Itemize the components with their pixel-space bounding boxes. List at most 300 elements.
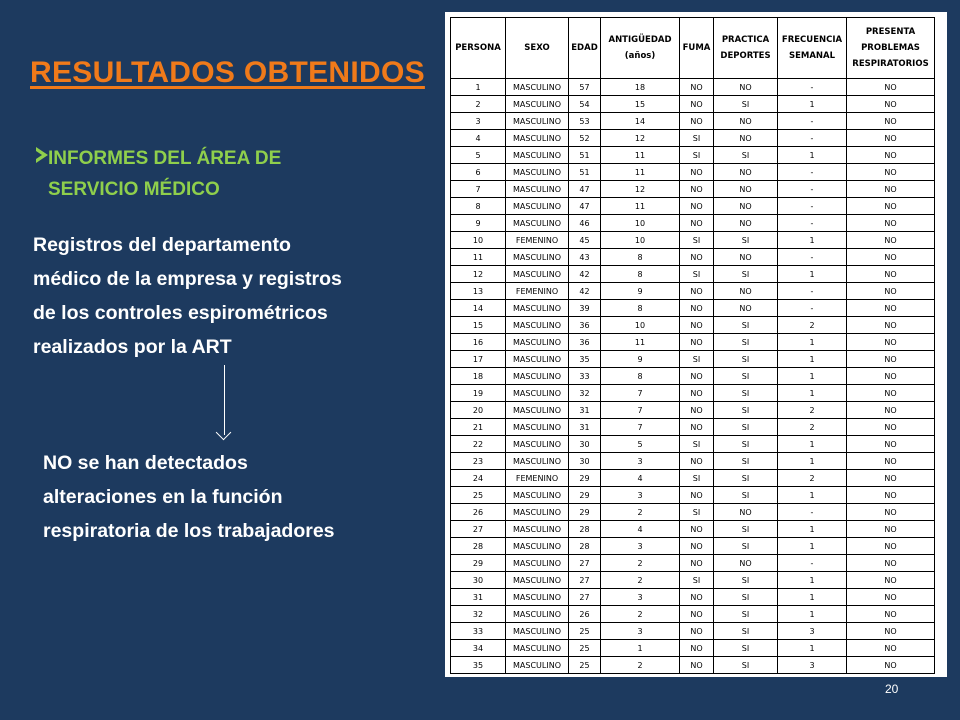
cell-practica-deportes: NO: [714, 555, 778, 572]
cell-sexo: MASCULINO: [506, 402, 569, 419]
cell-sexo: MASCULINO: [506, 623, 569, 640]
cell-frecuencia-semanal: 1: [778, 351, 847, 368]
cell-fuma: NO: [680, 657, 714, 674]
table-row: [451, 113, 935, 130]
cell-persona: 33: [451, 623, 506, 640]
cell-sexo: MASCULINO: [506, 589, 569, 606]
table-row: [451, 130, 935, 147]
cell-sexo: MASCULINO: [506, 368, 569, 385]
cell-problemas-respiratorios: NO: [847, 215, 935, 232]
cell-fuma: SI: [680, 351, 714, 368]
table-row: [451, 572, 935, 589]
cell-persona: 21: [451, 419, 506, 436]
table-row: [451, 283, 935, 300]
cell-practica-deportes: SI: [714, 232, 778, 249]
cell-problemas-respiratorios: NO: [847, 96, 935, 113]
cell-sexo: MASCULINO: [506, 147, 569, 164]
cell-edad: 46: [569, 215, 601, 232]
cell-antiguedad: 3: [601, 453, 680, 470]
cell-problemas-respiratorios: NO: [847, 555, 935, 572]
cell-edad: 28: [569, 521, 601, 538]
cell-fuma: NO: [680, 589, 714, 606]
cell-practica-deportes: SI: [714, 351, 778, 368]
table-row: [451, 453, 935, 470]
cell-practica-deportes: SI: [714, 623, 778, 640]
cell-fuma: NO: [680, 640, 714, 657]
cell-fuma: NO: [680, 334, 714, 351]
table-row: [451, 555, 935, 572]
conclusion-line: alteraciones en la función: [43, 486, 283, 508]
cell-antiguedad: 7: [601, 385, 680, 402]
cell-frecuencia-semanal: 2: [778, 402, 847, 419]
cell-antiguedad: 15: [601, 96, 680, 113]
cell-practica-deportes: SI: [714, 317, 778, 334]
cell-antiguedad: 8: [601, 300, 680, 317]
cell-sexo: MASCULINO: [506, 351, 569, 368]
cell-sexo: MASCULINO: [506, 640, 569, 657]
cell-frecuencia-semanal: -: [778, 249, 847, 266]
cell-sexo: MASCULINO: [506, 79, 569, 96]
header-edad: EDAD: [569, 18, 601, 79]
cell-problemas-respiratorios: NO: [847, 521, 935, 538]
cell-edad: 25: [569, 657, 601, 674]
cell-sexo: MASCULINO: [506, 181, 569, 198]
cell-edad: 42: [569, 283, 601, 300]
cell-edad: 30: [569, 436, 601, 453]
cell-frecuencia-semanal: 1: [778, 453, 847, 470]
cell-persona: 3: [451, 113, 506, 130]
cell-problemas-respiratorios: NO: [847, 351, 935, 368]
cell-fuma: NO: [680, 79, 714, 96]
cell-frecuencia-semanal: -: [778, 300, 847, 317]
cell-persona: 22: [451, 436, 506, 453]
cell-edad: 54: [569, 96, 601, 113]
table-row: [451, 589, 935, 606]
cell-antiguedad: 9: [601, 283, 680, 300]
cell-antiguedad: 12: [601, 130, 680, 147]
cell-antiguedad: 1: [601, 640, 680, 657]
records-line: Registros del departamento: [33, 234, 291, 256]
cell-practica-deportes: NO: [714, 504, 778, 521]
cell-frecuencia-semanal: 1: [778, 589, 847, 606]
cell-practica-deportes: SI: [714, 385, 778, 402]
cell-problemas-respiratorios: NO: [847, 623, 935, 640]
cell-sexo: MASCULINO: [506, 266, 569, 283]
cell-fuma: SI: [680, 266, 714, 283]
cell-persona: 12: [451, 266, 506, 283]
cell-practica-deportes: SI: [714, 368, 778, 385]
cell-persona: 15: [451, 317, 506, 334]
cell-fuma: NO: [680, 368, 714, 385]
cell-problemas-respiratorios: NO: [847, 283, 935, 300]
cell-problemas-respiratorios: NO: [847, 232, 935, 249]
cell-problemas-respiratorios: NO: [847, 79, 935, 96]
cell-fuma: NO: [680, 283, 714, 300]
cell-sexo: MASCULINO: [506, 572, 569, 589]
table-row: [451, 181, 935, 198]
cell-persona: 17: [451, 351, 506, 368]
cell-persona: 30: [451, 572, 506, 589]
cell-antiguedad: 2: [601, 504, 680, 521]
records-line: médico de la empresa y registros: [33, 268, 342, 290]
down-arrow-icon: [216, 425, 232, 441]
cell-practica-deportes: SI: [714, 640, 778, 657]
cell-frecuencia-semanal: 2: [778, 470, 847, 487]
cell-antiguedad: 3: [601, 538, 680, 555]
cell-practica-deportes: SI: [714, 402, 778, 419]
cell-practica-deportes: NO: [714, 198, 778, 215]
cell-edad: 33: [569, 368, 601, 385]
results-table-panel: [445, 12, 947, 677]
cell-edad: 45: [569, 232, 601, 249]
cell-antiguedad: 3: [601, 487, 680, 504]
cell-persona: 26: [451, 504, 506, 521]
cell-frecuencia-semanal: 1: [778, 266, 847, 283]
cell-antiguedad: 11: [601, 198, 680, 215]
cell-fuma: NO: [680, 606, 714, 623]
cell-sexo: MASCULINO: [506, 300, 569, 317]
cell-sexo: MASCULINO: [506, 113, 569, 130]
cell-practica-deportes: SI: [714, 147, 778, 164]
cell-sexo: MASCULINO: [506, 164, 569, 181]
cell-persona: 5: [451, 147, 506, 164]
cell-frecuencia-semanal: -: [778, 555, 847, 572]
cell-sexo: MASCULINO: [506, 436, 569, 453]
cell-frecuencia-semanal: 1: [778, 640, 847, 657]
cell-practica-deportes: SI: [714, 657, 778, 674]
cell-practica-deportes: NO: [714, 181, 778, 198]
bullet-text-line2: SERVICIO MÉDICO: [48, 179, 220, 200]
table-row: [451, 79, 935, 96]
cell-practica-deportes: NO: [714, 283, 778, 300]
cell-antiguedad: 2: [601, 657, 680, 674]
cell-problemas-respiratorios: NO: [847, 300, 935, 317]
cell-antiguedad: 7: [601, 419, 680, 436]
conclusion-paragraph: [43, 446, 433, 548]
cell-sexo: MASCULINO: [506, 385, 569, 402]
cell-edad: 27: [569, 589, 601, 606]
cell-frecuencia-semanal: -: [778, 215, 847, 232]
cell-edad: 28: [569, 538, 601, 555]
cell-sexo: MASCULINO: [506, 215, 569, 232]
header-problemas-respiratorios: PRESENTA PROBLEMAS RESPIRATORIOS: [847, 18, 935, 79]
cell-persona: 6: [451, 164, 506, 181]
cell-antiguedad: 8: [601, 368, 680, 385]
cell-persona: 16: [451, 334, 506, 351]
arrow-bullet-icon: [36, 147, 48, 163]
cell-frecuencia-semanal: 1: [778, 96, 847, 113]
cell-problemas-respiratorios: NO: [847, 419, 935, 436]
cell-problemas-respiratorios: NO: [847, 130, 935, 147]
cell-frecuencia-semanal: -: [778, 130, 847, 147]
conclusion-line: NO se han detectados: [43, 452, 248, 474]
cell-persona: 1: [451, 79, 506, 96]
cell-edad: 42: [569, 266, 601, 283]
cell-fuma: NO: [680, 402, 714, 419]
cell-persona: 29: [451, 555, 506, 572]
cell-problemas-respiratorios: NO: [847, 640, 935, 657]
cell-persona: 35: [451, 657, 506, 674]
cell-problemas-respiratorios: NO: [847, 334, 935, 351]
cell-persona: 25: [451, 487, 506, 504]
records-paragraph: [33, 228, 423, 364]
cell-fuma: NO: [680, 96, 714, 113]
cell-frecuencia-semanal: -: [778, 164, 847, 181]
table-row: [451, 368, 935, 385]
cell-frecuencia-semanal: -: [778, 113, 847, 130]
cell-persona: 19: [451, 385, 506, 402]
cell-edad: 32: [569, 385, 601, 402]
cell-frecuencia-semanal: 2: [778, 419, 847, 436]
cell-fuma: SI: [680, 436, 714, 453]
cell-edad: 25: [569, 640, 601, 657]
cell-practica-deportes: NO: [714, 130, 778, 147]
cell-persona: 34: [451, 640, 506, 657]
cell-edad: 47: [569, 181, 601, 198]
cell-problemas-respiratorios: NO: [847, 249, 935, 266]
cell-edad: 26: [569, 606, 601, 623]
cell-persona: 24: [451, 470, 506, 487]
cell-problemas-respiratorios: NO: [847, 198, 935, 215]
cell-edad: 31: [569, 402, 601, 419]
cell-edad: 43: [569, 249, 601, 266]
table-row: [451, 487, 935, 504]
table-row: [451, 538, 935, 555]
cell-problemas-respiratorios: NO: [847, 657, 935, 674]
cell-persona: 10: [451, 232, 506, 249]
cell-edad: 27: [569, 555, 601, 572]
conclusion-line: respiratoria de los trabajadores: [43, 520, 335, 542]
cell-sexo: MASCULINO: [506, 419, 569, 436]
cell-sexo: FEMENINO: [506, 470, 569, 487]
cell-fuma: NO: [680, 215, 714, 232]
cell-practica-deportes: NO: [714, 113, 778, 130]
cell-fuma: SI: [680, 130, 714, 147]
cell-sexo: MASCULINO: [506, 130, 569, 147]
table-row: [451, 266, 935, 283]
cell-edad: 31: [569, 419, 601, 436]
cell-sexo: MASCULINO: [506, 453, 569, 470]
page-number: 20: [885, 682, 899, 696]
cell-fuma: NO: [680, 419, 714, 436]
cell-fuma: NO: [680, 181, 714, 198]
cell-fuma: NO: [680, 487, 714, 504]
header-practica-deportes: PRACTICA DEPORTES: [714, 18, 778, 79]
cell-sexo: MASCULINO: [506, 249, 569, 266]
cell-frecuencia-semanal: 1: [778, 606, 847, 623]
cell-practica-deportes: SI: [714, 419, 778, 436]
cell-edad: 27: [569, 572, 601, 589]
cell-problemas-respiratorios: NO: [847, 113, 935, 130]
cell-practica-deportes: SI: [714, 266, 778, 283]
cell-antiguedad: 11: [601, 164, 680, 181]
cell-fuma: SI: [680, 470, 714, 487]
cell-edad: 36: [569, 317, 601, 334]
cell-antiguedad: 11: [601, 334, 680, 351]
cell-frecuencia-semanal: -: [778, 504, 847, 521]
cell-persona: 23: [451, 453, 506, 470]
header-sexo: SEXO: [506, 18, 569, 79]
cell-practica-deportes: NO: [714, 79, 778, 96]
cell-frecuencia-semanal: -: [778, 79, 847, 96]
cell-antiguedad: 2: [601, 572, 680, 589]
cell-sexo: MASCULINO: [506, 538, 569, 555]
cell-sexo: MASCULINO: [506, 334, 569, 351]
table-row: [451, 606, 935, 623]
cell-antiguedad: 3: [601, 589, 680, 606]
table-row: [451, 521, 935, 538]
cell-frecuencia-semanal: -: [778, 181, 847, 198]
cell-fuma: NO: [680, 164, 714, 181]
cell-edad: 51: [569, 164, 601, 181]
cell-fuma: NO: [680, 300, 714, 317]
cell-fuma: NO: [680, 521, 714, 538]
header-fuma: FUMA: [680, 18, 714, 79]
header-persona: PERSONA: [451, 18, 506, 79]
cell-antiguedad: 4: [601, 521, 680, 538]
table-row: [451, 657, 935, 674]
cell-practica-deportes: NO: [714, 164, 778, 181]
cell-antiguedad: 10: [601, 215, 680, 232]
cell-sexo: FEMENINO: [506, 232, 569, 249]
cell-antiguedad: 18: [601, 79, 680, 96]
cell-problemas-respiratorios: NO: [847, 385, 935, 402]
cell-practica-deportes: SI: [714, 572, 778, 589]
cell-edad: 35: [569, 351, 601, 368]
cell-frecuencia-semanal: -: [778, 283, 847, 300]
cell-sexo: MASCULINO: [506, 317, 569, 334]
cell-persona: 7: [451, 181, 506, 198]
cell-antiguedad: 10: [601, 317, 680, 334]
cell-frecuencia-semanal: 3: [778, 623, 847, 640]
cell-frecuencia-semanal: 1: [778, 572, 847, 589]
cell-frecuencia-semanal: 1: [778, 385, 847, 402]
table-row: [451, 504, 935, 521]
cell-problemas-respiratorios: NO: [847, 572, 935, 589]
cell-fuma: NO: [680, 249, 714, 266]
cell-problemas-respiratorios: NO: [847, 147, 935, 164]
cell-practica-deportes: NO: [714, 249, 778, 266]
table-row: [451, 334, 935, 351]
cell-fuma: NO: [680, 538, 714, 555]
cell-edad: 29: [569, 487, 601, 504]
cell-practica-deportes: SI: [714, 334, 778, 351]
table-row: [451, 402, 935, 419]
cell-antiguedad: 7: [601, 402, 680, 419]
cell-practica-deportes: SI: [714, 96, 778, 113]
cell-sexo: MASCULINO: [506, 555, 569, 572]
cell-persona: 20: [451, 402, 506, 419]
cell-antiguedad: 2: [601, 606, 680, 623]
cell-sexo: MASCULINO: [506, 521, 569, 538]
table-row: [451, 640, 935, 657]
cell-edad: 29: [569, 470, 601, 487]
cell-sexo: MASCULINO: [506, 96, 569, 113]
cell-persona: 8: [451, 198, 506, 215]
cell-persona: 31: [451, 589, 506, 606]
cell-persona: 4: [451, 130, 506, 147]
cell-problemas-respiratorios: NO: [847, 164, 935, 181]
cell-persona: 13: [451, 283, 506, 300]
cell-edad: 29: [569, 504, 601, 521]
cell-persona: 27: [451, 521, 506, 538]
cell-practica-deportes: NO: [714, 300, 778, 317]
header-frecuencia-semanal: FRECUENCIA SEMANAL: [778, 18, 847, 79]
cell-fuma: NO: [680, 623, 714, 640]
cell-frecuencia-semanal: 1: [778, 436, 847, 453]
table-row: [451, 317, 935, 334]
cell-practica-deportes: SI: [714, 436, 778, 453]
cell-fuma: SI: [680, 504, 714, 521]
table-body: [451, 79, 935, 674]
cell-fuma: NO: [680, 453, 714, 470]
cell-antiguedad: 14: [601, 113, 680, 130]
cell-problemas-respiratorios: NO: [847, 538, 935, 555]
table-row: [451, 232, 935, 249]
table-row: [451, 147, 935, 164]
cell-fuma: SI: [680, 572, 714, 589]
cell-persona: 9: [451, 215, 506, 232]
cell-frecuencia-semanal: 1: [778, 334, 847, 351]
cell-frecuencia-semanal: 1: [778, 232, 847, 249]
cell-sexo: MASCULINO: [506, 504, 569, 521]
cell-edad: 52: [569, 130, 601, 147]
cell-sexo: MASCULINO: [506, 198, 569, 215]
cell-edad: 57: [569, 79, 601, 96]
cell-practica-deportes: SI: [714, 589, 778, 606]
cell-antiguedad: 10: [601, 232, 680, 249]
cell-practica-deportes: SI: [714, 453, 778, 470]
table-row: [451, 623, 935, 640]
cell-frecuencia-semanal: 2: [778, 317, 847, 334]
cell-antiguedad: 8: [601, 249, 680, 266]
header-antiguedad: ANTIGÜEDAD (años): [601, 18, 680, 79]
cell-problemas-respiratorios: NO: [847, 470, 935, 487]
cell-antiguedad: 8: [601, 266, 680, 283]
table-row: [451, 385, 935, 402]
cell-edad: 39: [569, 300, 601, 317]
cell-problemas-respiratorios: NO: [847, 487, 935, 504]
cell-antiguedad: 4: [601, 470, 680, 487]
cell-antiguedad: 9: [601, 351, 680, 368]
cell-problemas-respiratorios: NO: [847, 402, 935, 419]
cell-problemas-respiratorios: NO: [847, 368, 935, 385]
cell-edad: 25: [569, 623, 601, 640]
cell-sexo: MASCULINO: [506, 606, 569, 623]
cell-antiguedad: 12: [601, 181, 680, 198]
cell-problemas-respiratorios: NO: [847, 266, 935, 283]
slide-title: RESULTADOS OBTENIDOS: [30, 56, 425, 89]
cell-antiguedad: 3: [601, 623, 680, 640]
table-row: [451, 215, 935, 232]
cell-edad: 53: [569, 113, 601, 130]
table-row: [451, 351, 935, 368]
table-row: [451, 470, 935, 487]
cell-sexo: FEMENINO: [506, 283, 569, 300]
cell-fuma: SI: [680, 232, 714, 249]
table-row: [451, 300, 935, 317]
cell-edad: 36: [569, 334, 601, 351]
cell-practica-deportes: SI: [714, 470, 778, 487]
table-row: [451, 96, 935, 113]
cell-persona: 14: [451, 300, 506, 317]
cell-fuma: NO: [680, 317, 714, 334]
cell-practica-deportes: SI: [714, 538, 778, 555]
bullet-item: [36, 143, 416, 205]
cell-edad: 51: [569, 147, 601, 164]
cell-frecuencia-semanal: 1: [778, 147, 847, 164]
cell-edad: 47: [569, 198, 601, 215]
